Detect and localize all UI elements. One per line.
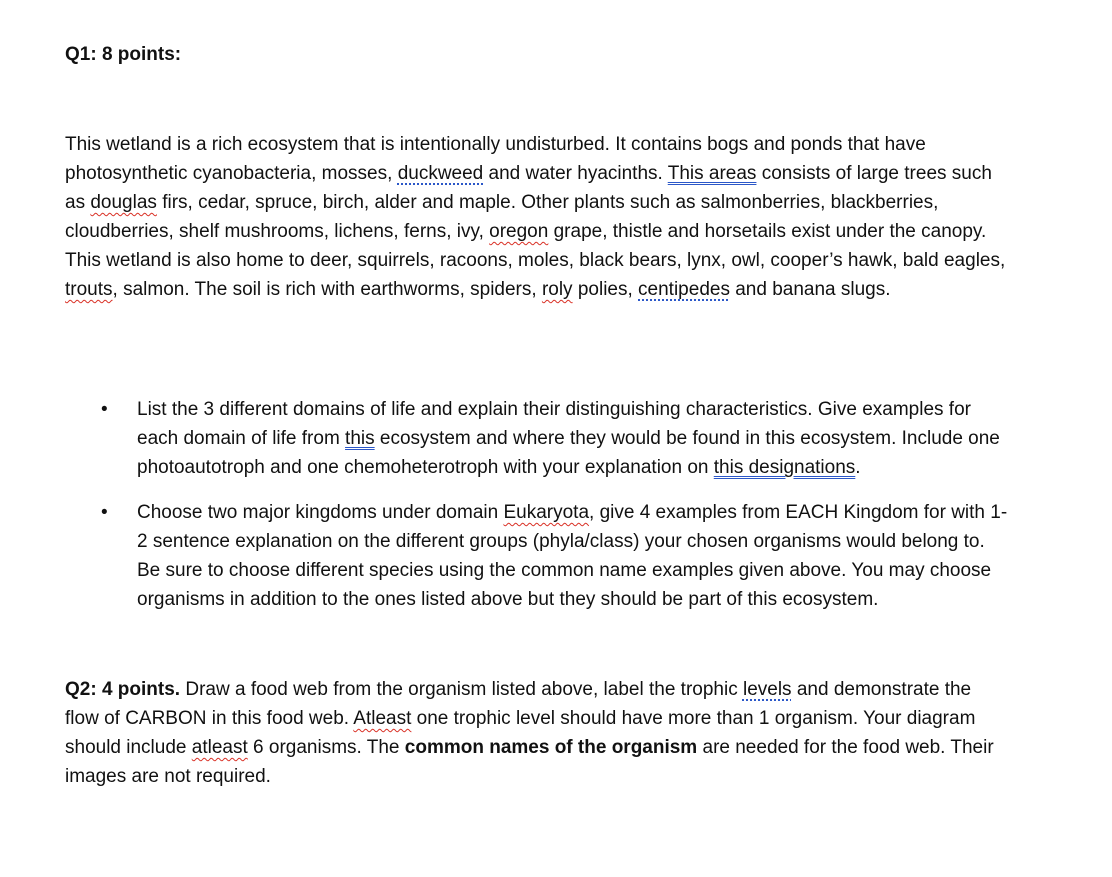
bullet-2-text-2: , give 4 examples from EACH Kingdom for with 1-2 sentence explanation on the different groups (phyla/class) your chosen organisms would belong to. Be sure to choose different species using the common name examples given above. You may choose organisms in addition to the ones listed above but they should be part of this ecosystem. [137,502,1008,610]
grammar-flag-this-areas[interactable]: This areas [667,163,757,184]
q1-text-4: firs, cedar, spruce, birch, alder and maple. Other plants such as salmonberries, blackberries, cloudberries, shelf mushrooms, lichens, ferns, ivy, [65,192,939,242]
q1-paragraph [65,130,1010,304]
bullet-1-text-1: List the 3 different domains of life and explain their distinguishing characteristics. Give examples for each domain of life from [137,399,971,449]
list-item [65,498,1010,614]
q1-text-1: This wetland is a rich ecosystem that is intentionally undisturbed. It contains bogs and ponds that have photosynthetic cyanobacteria, mosses, [65,134,926,184]
bullet-1-text-2: ecosystem and where they would be found in this ecosystem. Include one photoautotroph and one chemoheterotroph with your explanation on [137,428,1000,478]
spelling-flag-trouts[interactable]: trouts [65,279,113,300]
bullet-2-text-1: Choose two major kingdoms under domain [137,502,504,523]
q2-bold-phrase: common names of the organism [404,737,698,758]
q2-text-1: Draw a food web from the organism listed above, label the trophic [180,679,743,700]
spelling-flag-douglas[interactable]: douglas [90,192,157,213]
bullet-icon: • [101,399,108,420]
q2-text-3: one trophic level should have more than 1 organism. Your diagram should include [65,708,976,758]
q1-bullet-list [65,395,1010,614]
q1-text-8: and banana slugs. [729,279,891,300]
q2-label: Q2: 4 points. [65,679,181,700]
q1-heading: Q1: 8 points: [65,44,182,65]
spelling-flag-atleast-1[interactable]: Atleast [353,708,412,729]
q1-text-6: , salmon. The soil is rich with earthworms, spiders, [112,279,542,300]
document-page [65,40,1010,791]
q1-text-3: consists of large trees such as [65,163,992,213]
q2-paragraph [65,675,1010,791]
spelling-flag-oregon[interactable]: oregon [489,221,549,242]
q1-text-2: and water hyacinths. [483,163,668,184]
grammar-flag-this[interactable]: this [345,428,375,449]
grammar-flag-centipedes[interactable]: centipedes [638,279,730,300]
grammar-flag-duckweed[interactable]: duckweed [397,163,484,184]
q2-text-4: 6 organisms. The [247,737,405,758]
bullet-1-text-3: . [855,457,861,478]
spelling-flag-atleast-2[interactable]: atleast [191,737,248,758]
q1-text-7: polies, [572,279,639,300]
bullet-icon: • [101,502,108,523]
grammar-flag-levels[interactable]: levels [742,679,792,700]
list-item [65,395,1010,482]
spelling-flag-roly[interactable]: roly [541,279,573,300]
q2-text-5: are needed for the food web. Their images are not required. [65,737,994,787]
grammar-flag-this-designations[interactable]: this designations [713,457,856,478]
q2-text-2: and demonstrate the flow of CARBON in this food web. [65,679,972,729]
spelling-flag-eukaryota[interactable]: Eukaryota [503,502,590,523]
q1-text-5: grape, thistle and horsetails exist under the canopy. This wetland is also home to deer, squirrels, racoons, moles, black bears, lynx, owl, cooper’s hawk, bald eagles, [65,221,1006,271]
